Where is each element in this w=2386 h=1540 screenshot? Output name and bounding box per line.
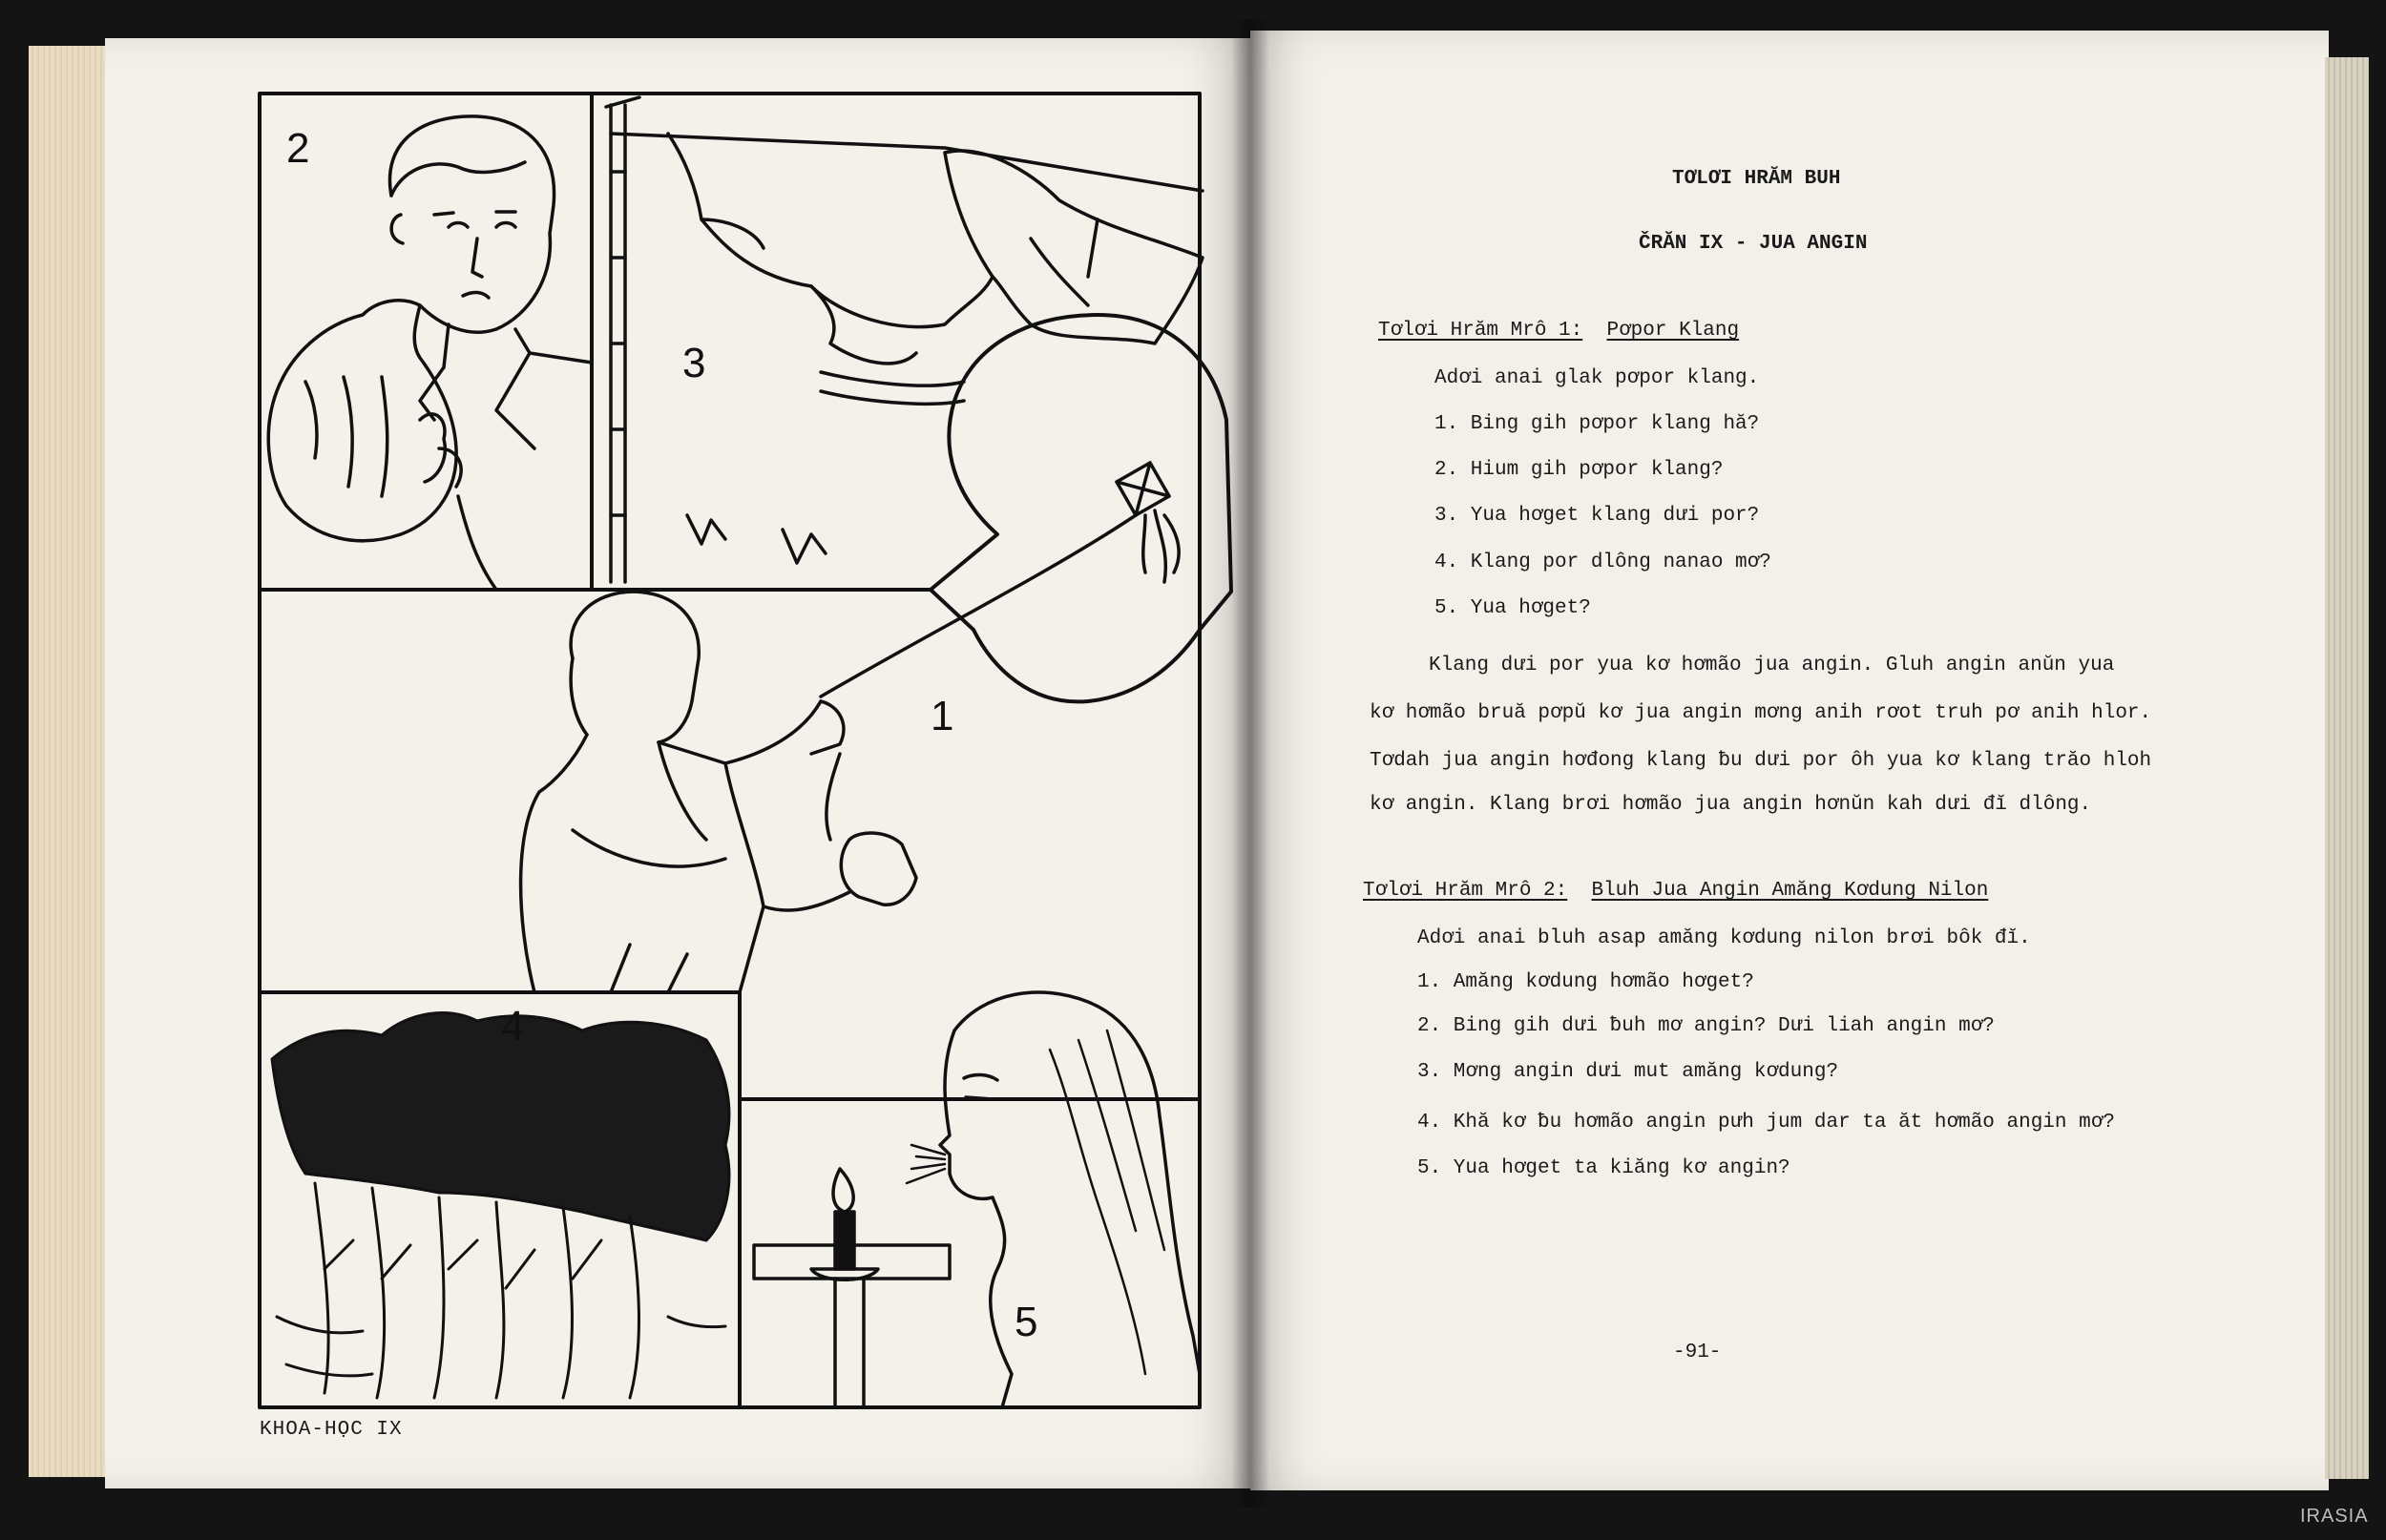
exercise-1-paragraph-line-4: kơ angin. Klang brơi hơmão jua angin hơnŭn kah dưi đĭ dlông. [1370, 794, 2092, 816]
exercise-2-question-1: 1. Amăng kơdung hơmão hơget? [1417, 971, 1754, 993]
page-number: -91- [1673, 1342, 1722, 1363]
panel-number-5: 5 [1015, 1299, 1038, 1345]
exercise-2-intro: Adơi anai bluh asap amăng kơdung nilon brơi bôk đĭ. [1417, 927, 2031, 949]
exercise-1-question-5: 5. Yua hơget? [1434, 597, 1591, 619]
girl-blowing-candle [754, 992, 1200, 1407]
exercise-2-question-5: 5. Yua hơget ta kiăng kơ angin? [1417, 1157, 1790, 1179]
exercise-1-label: Tơlơi Hrăm Mrô 1: [1378, 320, 1583, 342]
panel-number-2: 2 [286, 125, 310, 172]
exercise-1-question-1: 1. Bing gih pơpor klang hă? [1434, 413, 1760, 435]
exercise-2-question-3: 3. Mơng angin dưi mut amăng kơdung? [1417, 1061, 1839, 1083]
trees-in-wind [272, 1013, 729, 1398]
left-page-footer: KHOA-HỌC IX [260, 1419, 403, 1441]
panel-number-4: 4 [501, 1003, 525, 1050]
watermark: IRASIA [2300, 1506, 2369, 1527]
exercise-1-topic: Pơpor Klang [1606, 320, 1740, 342]
panel-number-1: 1 [931, 693, 954, 739]
exercise-1-question-4: 4. Klang por dlông nanao mơ? [1434, 551, 1771, 573]
exercise-2-heading [1363, 880, 1988, 902]
panel-number-3: 3 [682, 340, 706, 386]
exercise-2-question-2: 2. Bing gih dưi ƀuh mơ angin? Dưi liah angin mơ? [1417, 1015, 1995, 1037]
boy-blowing-bag [268, 116, 592, 590]
exercise-1-paragraph-line-1: Klang dưi por yua kơ hơmão jua angin. Gluh angin anŭn yua [1429, 655, 2115, 676]
exercise-1-question-3: 3. Yua hơget klang dưi por? [1434, 505, 1760, 527]
exercise-1-intro: Adơi anai glak pơpor klang. [1434, 367, 1760, 389]
exercise-1-question-2: 2. Hium gih pơpor klang? [1434, 459, 1724, 481]
exercise-1-heading [1378, 320, 1739, 342]
panel-border [260, 94, 1200, 1407]
chapter-heading: ČRĂN IX - JUA ANGIN [1639, 233, 1868, 255]
exercise-1-paragraph-line-2: kơ hơmão bruă pơpŭ kơ jua angin mơng anih rơot truh pơ anih hlor. [1370, 702, 2152, 724]
page-title: TƠLƠI HRĂM BUH [1672, 168, 1841, 190]
man-flying-kite [521, 315, 1231, 992]
exercise-2-topic: Bluh Jua Angin Amăng Kơdung Nilon [1591, 880, 1989, 902]
exercise-2-label: Tơlơi Hrăm Mrô 2: [1363, 880, 1568, 902]
exercise-2-question-4: 4. Khă kơ ƀu hơmão angin pưh jum dar ta ăt hơmão angin mơ? [1417, 1112, 2115, 1134]
exercise-1-paragraph-line-3: Tơdah jua angin hơđong klang ƀu dưi por ôh yua kơ klang trăo hloh [1370, 750, 2152, 772]
